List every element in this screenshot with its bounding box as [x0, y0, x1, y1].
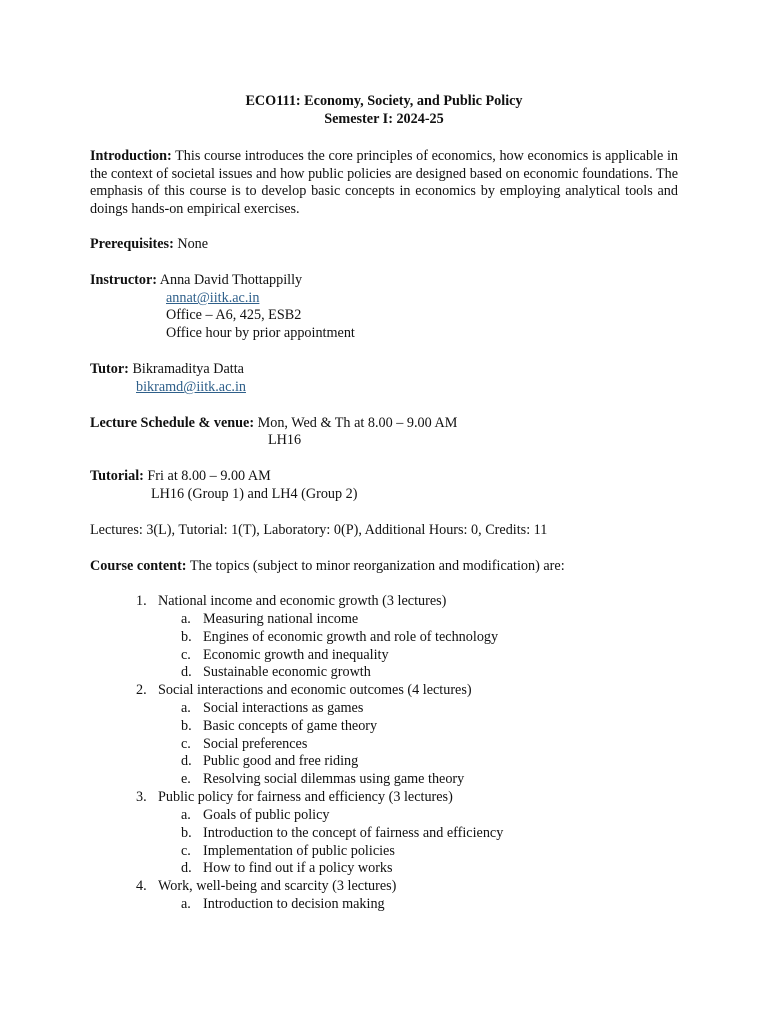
topic-item: [136, 682, 472, 700]
subtopic-letter: c.: [181, 843, 191, 859]
subtopic-letter: d.: [181, 753, 192, 769]
subtopic-text: Implementation of public policies: [203, 843, 395, 859]
instructor-email-line: [166, 290, 259, 308]
subtopic-text: Social interactions as games: [203, 700, 364, 716]
subtopic-text: Introduction to decision making: [203, 896, 385, 912]
subtopic-item: [181, 736, 307, 754]
subtopic-letter: a.: [181, 896, 191, 912]
instructor-office-hour: Office hour by prior appointment: [166, 325, 355, 341]
subtopic-item: [181, 700, 363, 718]
subtopic-letter: c.: [181, 647, 191, 663]
subtopic-letter: b.: [181, 629, 192, 645]
course-content-intro: The topics (subject to minor reorganization and modification) are:: [189, 558, 565, 574]
topic-title: Work, well-being and scarcity (3 lectures): [158, 878, 397, 894]
topic-number: 4.: [136, 878, 147, 894]
subtopic-text: Economic growth and inequality: [203, 647, 389, 663]
subtopic-letter: e.: [181, 771, 191, 787]
lecture-schedule-time: Mon, Wed & Th at 8.00 – 9.00 AM: [257, 415, 458, 431]
subtopic-text: Sustainable economic growth: [203, 664, 371, 680]
subtopic-text: Resolving social dilemmas using game theory: [203, 771, 465, 787]
subtopic-letter: a.: [181, 611, 191, 627]
topic-item: [136, 593, 446, 611]
subtopic-text: Measuring national income: [203, 611, 359, 627]
course-content-line: [90, 558, 678, 576]
prerequisites-value: None: [177, 236, 209, 252]
subtopic-letter: b.: [181, 825, 192, 841]
topic-title: Social interactions and economic outcomes (4 lectures): [158, 682, 472, 698]
subtopic-item: [181, 843, 395, 861]
subtopic-letter: d.: [181, 664, 192, 680]
instructor-email-link[interactable]: annat@iitk.ac.in: [166, 290, 260, 306]
subtopic-item: [181, 753, 358, 771]
prerequisites-label: Prerequisites:: [90, 236, 174, 252]
subtopic-text: Introduction to the concept of fairness and efficiency: [203, 825, 504, 841]
subtopic-item: [181, 718, 377, 736]
tutorial-line: [90, 468, 678, 486]
topic-number: 2.: [136, 682, 147, 698]
instructor-office: Office – A6, 425, ESB2: [166, 307, 302, 323]
instructor-line: [90, 272, 678, 290]
topic-title: Public policy for fairness and efficiency (3 lectures): [158, 789, 453, 805]
tutorial-time: Fri at 8.00 – 9.00 AM: [147, 468, 271, 484]
topic-number: 3.: [136, 789, 147, 805]
subtopic-text: Public good and free riding: [203, 753, 359, 769]
instructor-name: Anna David Thottappilly: [159, 272, 303, 288]
subtopic-letter: d.: [181, 860, 192, 876]
subtopic-item: [181, 647, 389, 665]
subtopic-letter: c.: [181, 736, 191, 752]
introduction-label: Introduction:: [90, 148, 172, 164]
tutor-line: [90, 361, 678, 379]
introduction-text: This course introduces the core principles of economics, how economics is applicable in the context of societal issues and how public policies are designed based on economic foundations. The emphasis of this course is to develop basic concepts in economics by employing analytical tools and doings hands-on empirical exercises.: [90, 148, 678, 217]
introduction-section: [90, 148, 678, 218]
subtopic-text: Social preferences: [203, 736, 308, 752]
subtopic-text: How to find out if a policy works: [203, 860, 393, 876]
lecture-schedule-label: Lecture Schedule & venue:: [90, 415, 255, 431]
credits-line: Lectures: 3(L), Tutorial: 1(T), Laboratory: 0(P), Additional Hours: 0, Credits: 11: [90, 522, 548, 538]
semester-title: Semester I: 2024-25: [324, 111, 444, 127]
instructor-label: Instructor:: [90, 272, 157, 288]
subtopic-text: Engines of economic growth and role of technology: [203, 629, 499, 645]
lecture-schedule-line: [90, 415, 678, 433]
subtopic-item: [181, 825, 503, 843]
topic-item: [136, 789, 453, 807]
tutor-name: Bikramaditya Datta: [132, 361, 244, 377]
topic-title: National income and economic growth (3 lectures): [158, 593, 447, 609]
course-content-label: Course content:: [90, 558, 187, 574]
subtopic-item: [181, 807, 329, 825]
subtopic-item: [181, 611, 358, 629]
topic-item: [136, 878, 396, 896]
tutor-label: Tutor:: [90, 361, 129, 377]
tutor-email-line: [136, 379, 246, 397]
subtopic-item: [181, 896, 385, 914]
prerequisites-section: [90, 236, 678, 254]
subtopic-item: [181, 664, 371, 682]
subtopic-letter: b.: [181, 718, 192, 734]
tutorial-label: Tutorial:: [90, 468, 144, 484]
tutorial-venue: LH16 (Group 1) and LH4 (Group 2): [151, 486, 358, 502]
subtopic-letter: a.: [181, 807, 191, 823]
course-title: ECO111: Economy, Society, and Public Policy: [245, 93, 523, 109]
subtopic-text: Goals of public policy: [203, 807, 330, 823]
subtopic-item: [181, 860, 393, 878]
subtopic-item: [181, 629, 498, 647]
topic-number: 1.: [136, 593, 147, 609]
subtopic-letter: a.: [181, 700, 191, 716]
lecture-venue: LH16: [268, 432, 302, 448]
subtopic-item: [181, 771, 464, 789]
subtopic-text: Basic concepts of game theory: [203, 718, 378, 734]
tutor-email-link[interactable]: bikramd@iitk.ac.in: [136, 379, 246, 395]
